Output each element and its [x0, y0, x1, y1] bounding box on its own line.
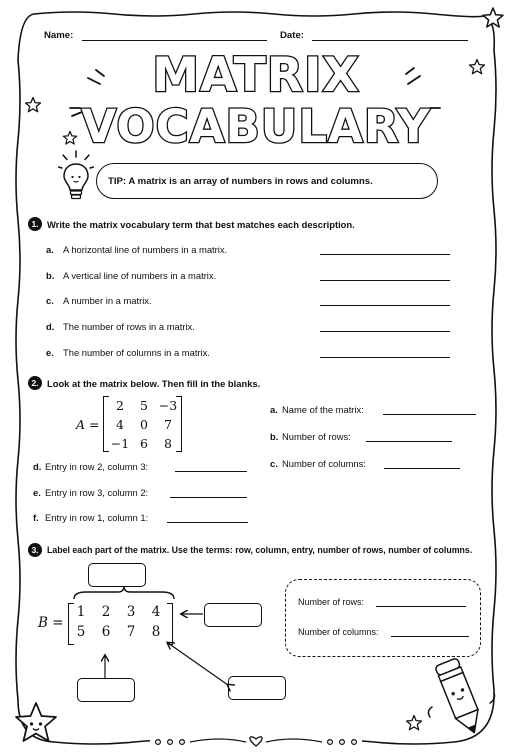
- q2-item-f: f. Entry in row 1, column 1:: [33, 512, 149, 523]
- label-box-bottom-right[interactable]: [228, 676, 286, 700]
- question-1-number: 1.: [28, 217, 42, 231]
- rows-answer[interactable]: [376, 606, 466, 607]
- matrix-b-entry: 8: [151, 624, 161, 640]
- q1-item-a: a. A horizontal line of numbers in a matrix.: [46, 244, 228, 255]
- title-line-2: VOCABULARY: [81, 100, 431, 153]
- matrix-b-name: B =: [38, 615, 64, 631]
- matrix-b-entry: 6: [101, 624, 111, 640]
- matrix-a-entry: 5: [140, 398, 148, 413]
- q1-item-d: d. The number of rows in a matrix.: [46, 321, 195, 332]
- q1-item-e: e. The number of columns in a matrix.: [46, 347, 210, 358]
- label-box-right[interactable]: [204, 603, 262, 627]
- question-3-instruction: Label each part of the matrix. Use the terms: row, column, entry, number of rows, number of columns.: [47, 545, 473, 555]
- q2-item-c: c. Number of columns:: [270, 458, 366, 469]
- matrix-b-entry: 2: [101, 604, 111, 620]
- title-line-1: MATRIX: [152, 48, 360, 103]
- label-box-bottom-left[interactable]: [77, 678, 135, 702]
- matrix-a-entry: 8: [164, 436, 172, 451]
- question-2-number: 2.: [28, 376, 42, 390]
- q2-item-e: e. Entry in row 3, column 2:: [33, 487, 149, 498]
- question-2-instruction: Look at the matrix below. Then fill in the blanks.: [47, 378, 261, 389]
- matrix-a-entry: 7: [164, 417, 172, 432]
- rows-label: Number of rows:: [298, 597, 365, 607]
- matrix-b-entry: 4: [151, 604, 161, 620]
- q2-item-d: d. Entry in row 2, column 3:: [33, 461, 149, 472]
- name-label: Name:: [44, 30, 74, 41]
- matrix-b-entry: 3: [126, 604, 136, 620]
- q1-item-b: b. A vertical line of numbers in a matrix.: [46, 270, 217, 281]
- matrix-a-entry: 4: [116, 417, 124, 432]
- matrix-a-entry: 0: [140, 417, 148, 432]
- matrix-a-entry: −3: [158, 398, 178, 413]
- matrix-a-entry: 2: [116, 398, 124, 413]
- matrix-a-entry: −1: [110, 436, 130, 451]
- q1-item-c: c. A number in a matrix.: [46, 295, 152, 306]
- matrix-b-dimensions-box: [285, 579, 481, 657]
- pencil-mascot-icon: [424, 655, 498, 739]
- columns-answer[interactable]: [391, 636, 469, 637]
- columns-label: Number of columns:: [298, 627, 379, 637]
- matrix-a-entry: 6: [140, 436, 148, 451]
- matrix-a-name: A =: [76, 417, 100, 432]
- matrix-b-entry: 7: [126, 624, 136, 640]
- matrix-b-entry: 5: [76, 624, 86, 640]
- q2-item-b: b. Number of rows:: [270, 431, 351, 442]
- matrix-b-entry: 1: [76, 604, 86, 620]
- question-1-instruction: Write the matrix vocabulary term that best matches each description.: [47, 219, 355, 230]
- question-3-number: 3.: [28, 543, 42, 557]
- tip-text: TIP: A matrix is an array of numbers in rows and columns.: [108, 176, 373, 187]
- q2-item-a: a. Name of the matrix:: [270, 404, 364, 415]
- date-label: Date:: [280, 30, 304, 41]
